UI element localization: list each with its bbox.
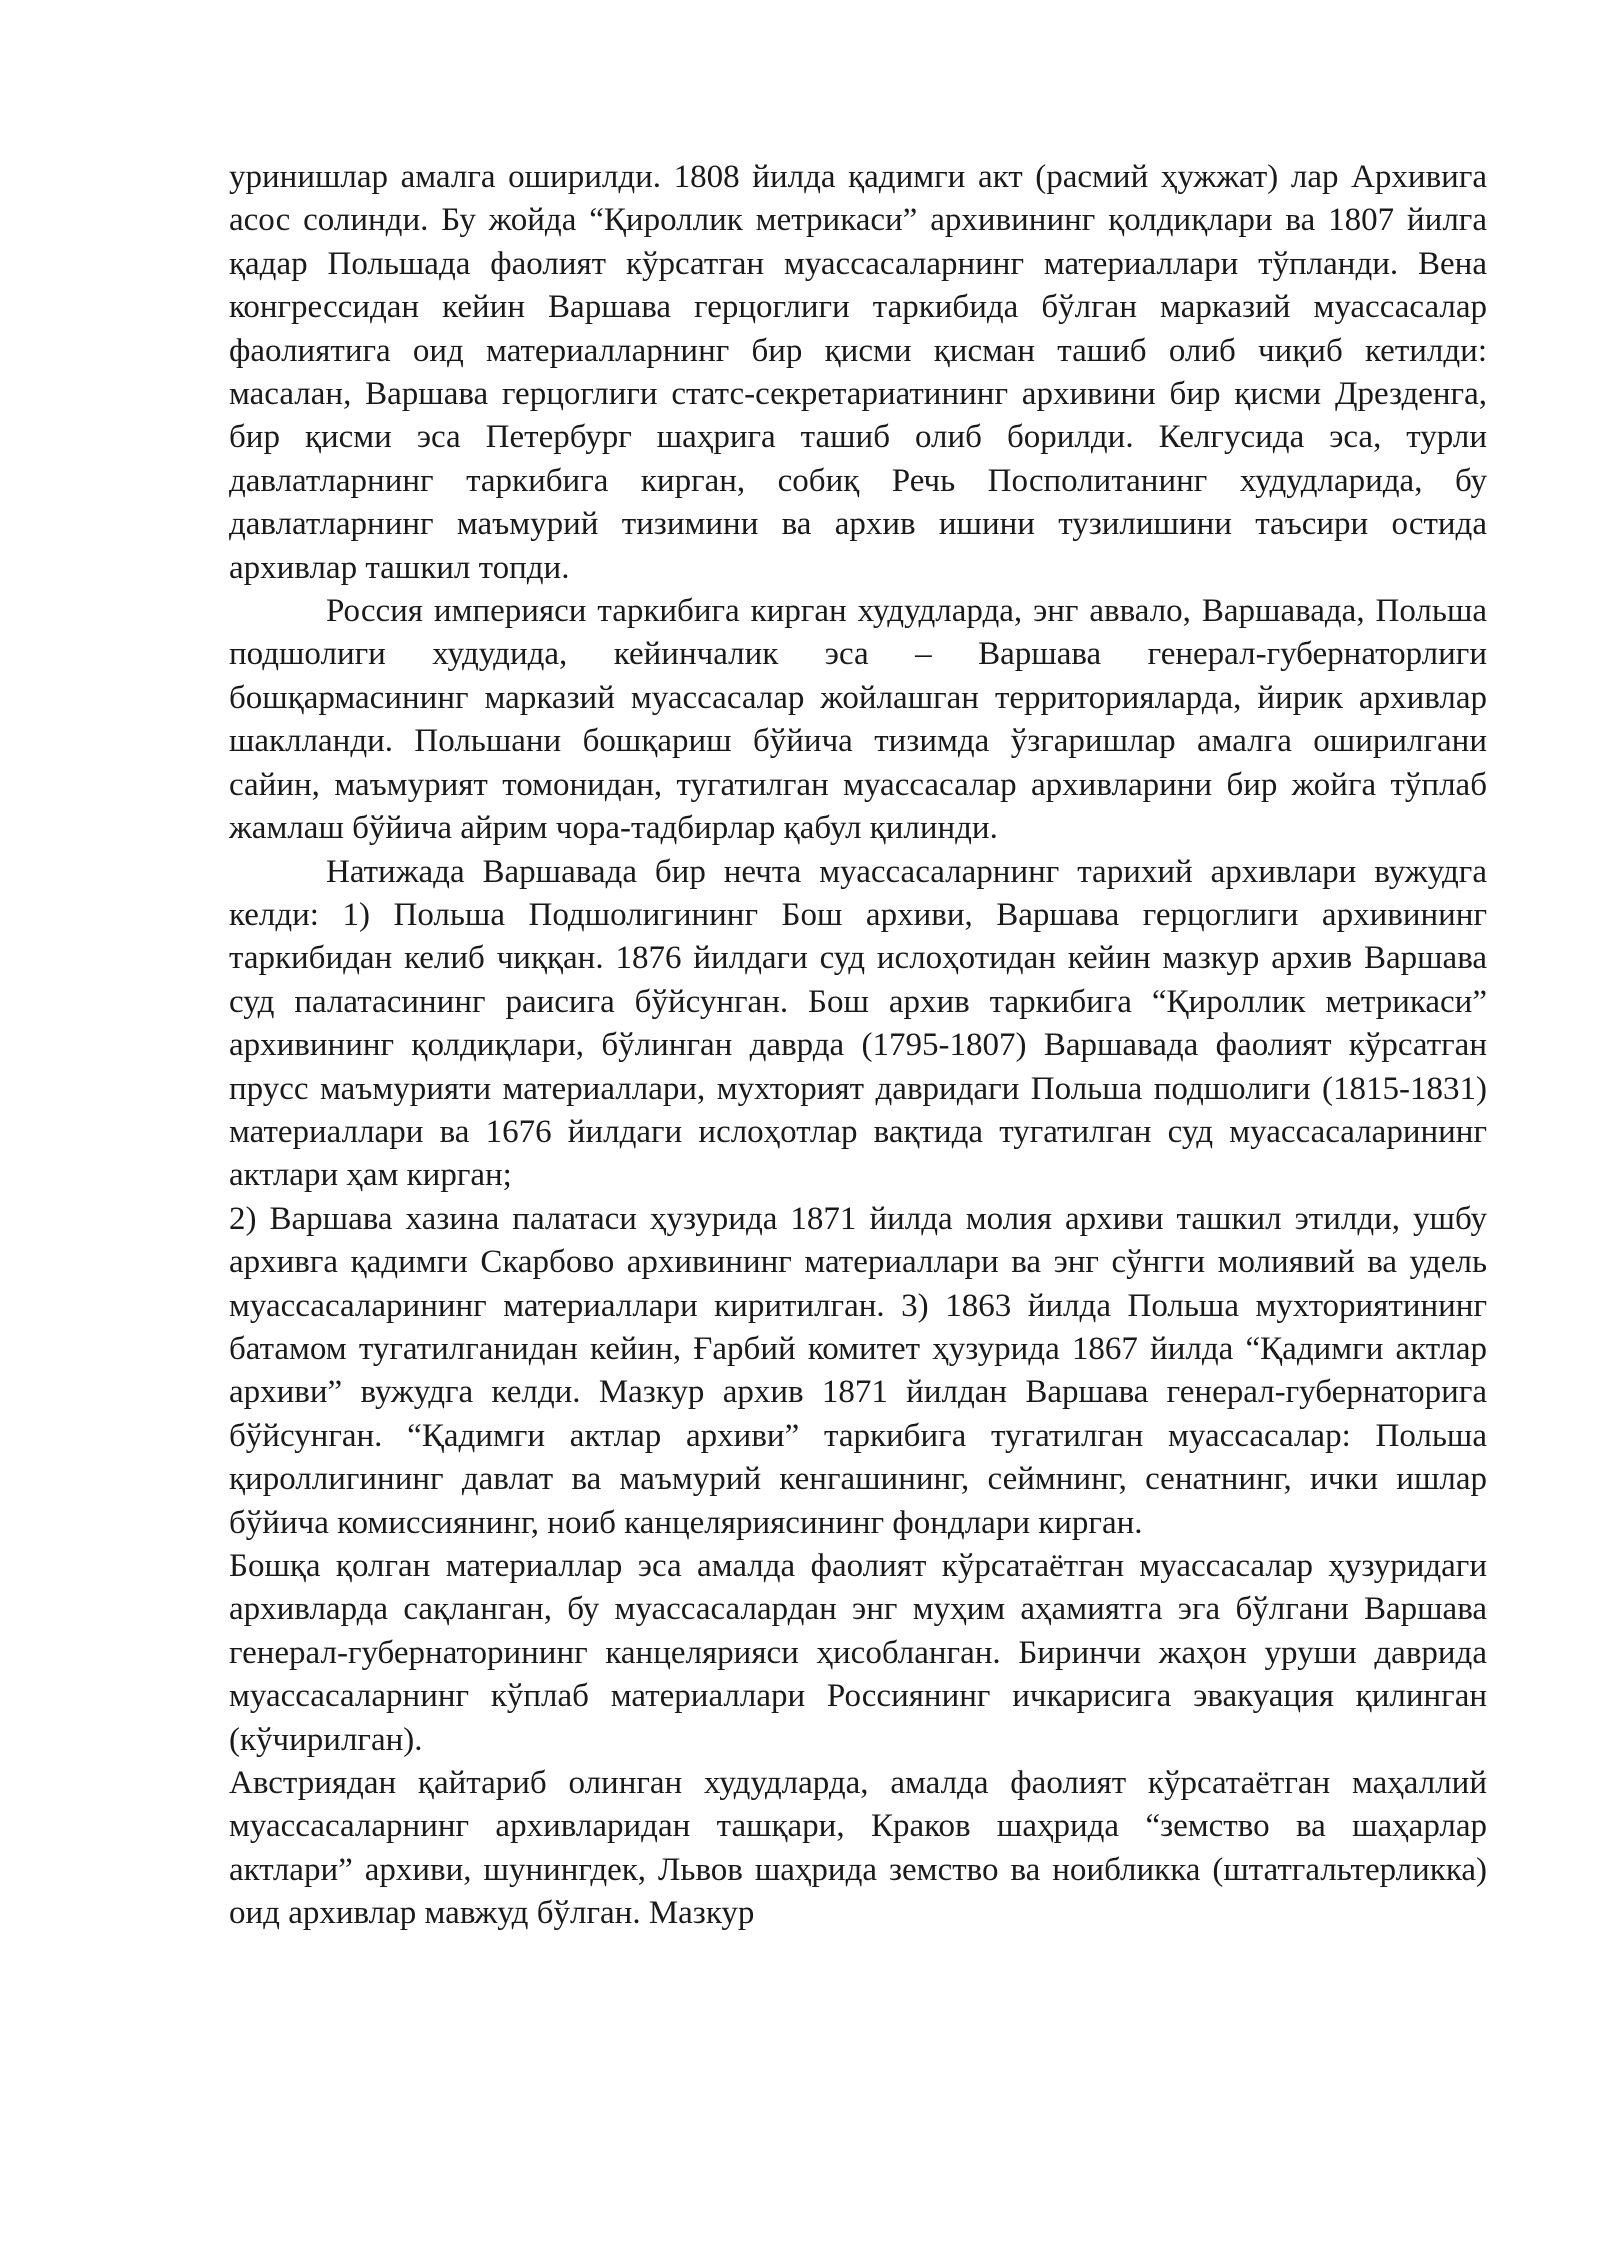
paragraph-6: Австриядан қайтариб олинган худудларда, амалда фаолият кўрсатаётган маҳаллий муассасаларнинг архивларидан ташқари, Краков шаҳрида “земство ва шаҳарлар актлари” архиви, шунингдек, Львов шаҳрида земство ва ноибликка (штатгальтерликка) оид архивлар мавжуд бўлган. Мазкур [229,1765,1487,1932]
paragraph-2: Россия империяси таркибига кирган худудларда, энг аввало, Варшавада, Польша подшолиги худудида, кейинчалик эса – Варшава генерал-губернаторлиги бошқармасининг марказий муассасалар жойлашган территорияларда, йирик архивлар шаклланди. Польшани бошқариш бўйича тизимда ўзгаришлар амалга оширилгани сайин, маъмурият томонидан, тугатилган муассасалар архивларини бир жойга тўплаб жамлаш бўйича айрим чора-тадбирлар қабул қилинди. [229,593,1487,847]
paragraph-4: 2) Варшава хазина палатаси ҳузурида 1871 йилда молия архиви ташкил этилди, ушбу архивга қадимги Скарбово архивининг материаллари ва энг сўнгги молиявий ва удель муассасаларининг материаллари киритилган. 3) 1863 йилда Польша мухториятининг батамом тугатилганидан кейин, Ғарбий комитет ҳузурида 1867 йилда “Қадимги актлар архиви” вужудга келди. Мазкур архив 1871 йилдан Варшава генерал-губернаторига бўйсунган. “Қадимги актлар архиви” таркибига тугатилган муассасалар: Польша қироллигининг давлат ва маъмурий кенгашининг, сеймнинг, сенатнинг, ички ишлар бўйича комиссиянинг, ноиб канцеляриясининг фондлари кирган. [229,1200,1487,1541]
paragraph-1: уринишлар амалга оширилди. 1808 йилда қадимги акт (расмий ҳужжат) лар Архивига асос солинди. Бу жойда “Қироллик метрикаси” архивининг қолдиқлари ва 1807 йилга қадар Польшада фаолият кўрсатган муассасаларнинг материаллари тўпланди. Вена конгрессидан кейин Варшава герцоглиги таркибида бўлган марказий муассасалар фаолиятига оид материалларнинг бир қисми қисман ташиб олиб чиқиб кетилди: масалан, Варшава герцоглиги статс-секретариатининг архивини бир қисми Дрезденга, бир қисми эса Петербург шаҳрига ташиб олиб борилди. Келгусида эса, турли давлатларнинг таркибига кирган, собиқ Речь Посполитанинг худудларида, бу давлатларнинг маъмурий тизимини ва архив ишини тузилишини таъсири остида архивлар ташкил топди. [229,159,1487,586]
paragraph-5: Бошқа қолган материаллар эса амалда фаолият кўрсатаётган муассасалар ҳузуридаги архивларда сақланган, бу муассасалардан энг муҳим аҳамиятга эга бўлгани Варшава генерал-губернаторининг канцелярияси ҳисобланган. Биринчи жаҳон уруши даврида муассасаларнинг кўплаб материаллари Россиянинг ичкарисига эвакуация қилинган (кўчирилган). [229,1548,1487,1758]
document-page [229,156,1487,1936]
paragraph-3: Натижада Варшавада бир нечта муассасаларнинг тарихий архивлари вужудга келди: 1) Польша Подшолигининг Бош архиви, Варшава герцоглиги архивининг таркибидан келиб чиққан. 1876 йилдаги суд ислоҳотидан кейин мазкур архив Варшава суд палатасининг раисига бўйсунган. Бош архив таркибига “Қироллик метрикаси” архивининг қолдиқлари, бўлинган даврда (1795-1807) Варшавада фаолият кўрсатган прусс маъмурияти материаллари, мухторият давридаги Польша подшолиги (1815-1831) материаллари ва 1676 йилдаги ислоҳотлар вақтида тугатилган суд муассасаларининг актлари ҳам кирган; [229,853,1487,1194]
